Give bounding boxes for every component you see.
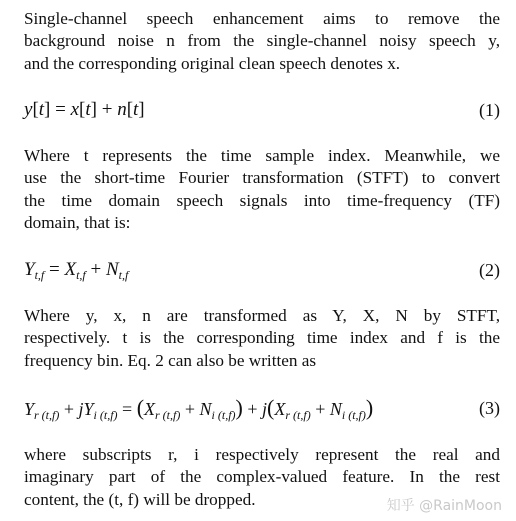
equation-2-expression: $Y_{t,f} = X_{t,f} + N_{t,f}$ [24, 259, 129, 282]
watermark: 知乎 @RainMoon [386, 498, 502, 514]
paragraph-3 [24, 305, 500, 372]
equation-2 [24, 256, 500, 284]
equation-3 [24, 394, 500, 422]
p2-line-2: use the short-time Fourier transformation (STFT) to convert [24, 168, 500, 188]
p4-line-1: where subscripts r, i respectively represent the real and [24, 445, 500, 464]
paragraph-1 [24, 8, 500, 75]
p1-line-1: Single-channel speech enhancement aims to remove the [24, 9, 500, 28]
p2-line-1: Where t represents the time sample index. Meanwhile, we [24, 146, 500, 165]
p2-line-3: the time domain speech signals into time-frequency (TF) [24, 190, 500, 210]
p3-line-1: Where y, x, n are transformed as Y, X, N by STFT, [24, 306, 500, 325]
p3-line-2: respectively. t is the corresponding time index and f is the [24, 328, 500, 348]
equation-1 [24, 96, 500, 124]
p1-line-2: background noise n from the single-channel noisy speech y, [24, 31, 500, 51]
paragraph-2 [24, 145, 500, 234]
equation-3-number: (3) [479, 397, 500, 418]
equation-1-expression: y[t] = x[t] + n[t] [24, 99, 145, 120]
equation-1-number: (1) [479, 99, 500, 120]
equation-2-number: (2) [479, 259, 500, 280]
p3-line-3: frequency bin. Eq. 2 can also be written as [24, 350, 317, 370]
p1-line-3: and the corresponding original clean speech denotes x. [24, 53, 401, 73]
p4-line-2: imaginary part of the complex-valued feature. In the rest [24, 467, 500, 487]
p2-line-4: domain, that is: [24, 212, 131, 232]
equation-3-expression: $Y_{r (t,f)} + jY_{i (t,f)} = (X_{r (t,f)} + N_{i (t,f)}) + j(X_{r (t,f)} + N_{i (t,f)})$ [24, 395, 374, 422]
p4-line-3: content, the (t, f) will be dropped. [24, 489, 256, 509]
